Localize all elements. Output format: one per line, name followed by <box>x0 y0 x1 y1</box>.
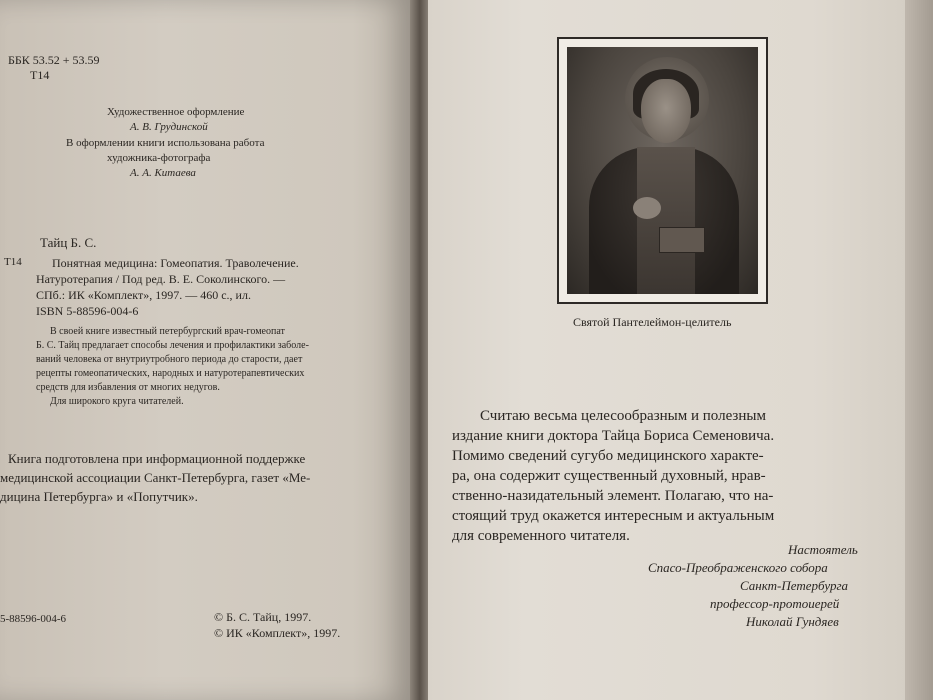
copyright-author: © Б. С. Тайц, 1997. <box>214 610 312 624</box>
signature-cathedral: Спасо-Преображенского собора <box>648 560 828 575</box>
signature-name: Николай Гундяев <box>746 614 839 629</box>
margin-code: Т14 <box>4 256 22 268</box>
signature-rank: профессор-протоиерей <box>710 596 840 611</box>
quote-line-6: стоящий труд окажется интересным и актуальным <box>452 508 775 524</box>
quote-line-4: ра, она содержит существенный духовный, нрав- <box>452 468 766 484</box>
signature-title: Настоятель <box>788 542 858 557</box>
bib-line-2: Натуротерапия / Под ред. В. Е. Соколинского. — <box>36 272 286 286</box>
annotation-line-1: В своей книге известный петербургский врач-гомеопат <box>50 326 285 337</box>
photo-line-2: художника-фотографа <box>107 152 211 164</box>
quote-line-5: ственно-назидательный элемент. Полагаю, что на- <box>452 488 774 504</box>
annotation-line-2: Б. С. Тайц предлагает способы лечения и профилактики заболе- <box>36 340 309 351</box>
photo-author: А. А. Китаева <box>130 167 196 179</box>
quote-line-3: Помимо сведений сугубо медицинского характе- <box>452 448 764 464</box>
annotation-line-4: рецепты гомеопатических, народных и натуротерапевтических <box>36 368 305 379</box>
copyright-publisher: © ИК «Комплект», 1997. <box>214 626 341 640</box>
book-author: Тайц Б. С. <box>40 235 97 250</box>
catalog-code: Т14 <box>30 68 50 82</box>
support-line-3: дицина Петербурга» и «Попутчик». <box>0 489 198 504</box>
annotation-line-3: ваний человека от внутриутробного периода до старости, дает <box>36 354 303 365</box>
design-author: А. В. Грудинской <box>130 121 208 133</box>
photo-line-1: В оформлении книги использована работа <box>66 137 265 149</box>
quote-line-2: издание книги доктора Тайца Бориса Семеновича. <box>452 428 775 444</box>
design-title: Художественное оформление <box>107 106 245 118</box>
support-line-2: медицинской ассоциации Санкт-Петербурга, газет «Ме- <box>0 470 311 485</box>
bib-line-3: СПб.: ИК «Комплект», 1997. — 460 с., ил. <box>36 288 251 302</box>
saint-panteleimon-icon <box>567 47 758 294</box>
bbk-code: ББК 53.52 + 53.59 <box>8 53 100 67</box>
support-line-1: Книга подготовлена при информационной поддержке <box>8 451 306 466</box>
annotation-line-6: Для широкого круга читателей. <box>50 396 184 407</box>
isbn: ISBN 5-88596-004-6 <box>36 304 139 318</box>
isbn-bottom: 5-88596-004-6 <box>0 613 66 625</box>
quote-line-7: для современного читателя. <box>452 528 630 544</box>
quote-line-1: Считаю весьма целесообразным и полезным <box>480 408 766 424</box>
annotation-line-5: средств для избавления от многих недугов. <box>36 382 220 393</box>
signature-city: Санкт-Петербурга <box>740 578 849 593</box>
next-page-edge <box>905 0 933 700</box>
icon-caption: Святой Пантелеймон-целитель <box>573 315 732 329</box>
saint-icon-frame <box>557 37 768 304</box>
bib-line-1: Понятная медицина: Гомеопатия. Траволечение. <box>52 256 299 270</box>
